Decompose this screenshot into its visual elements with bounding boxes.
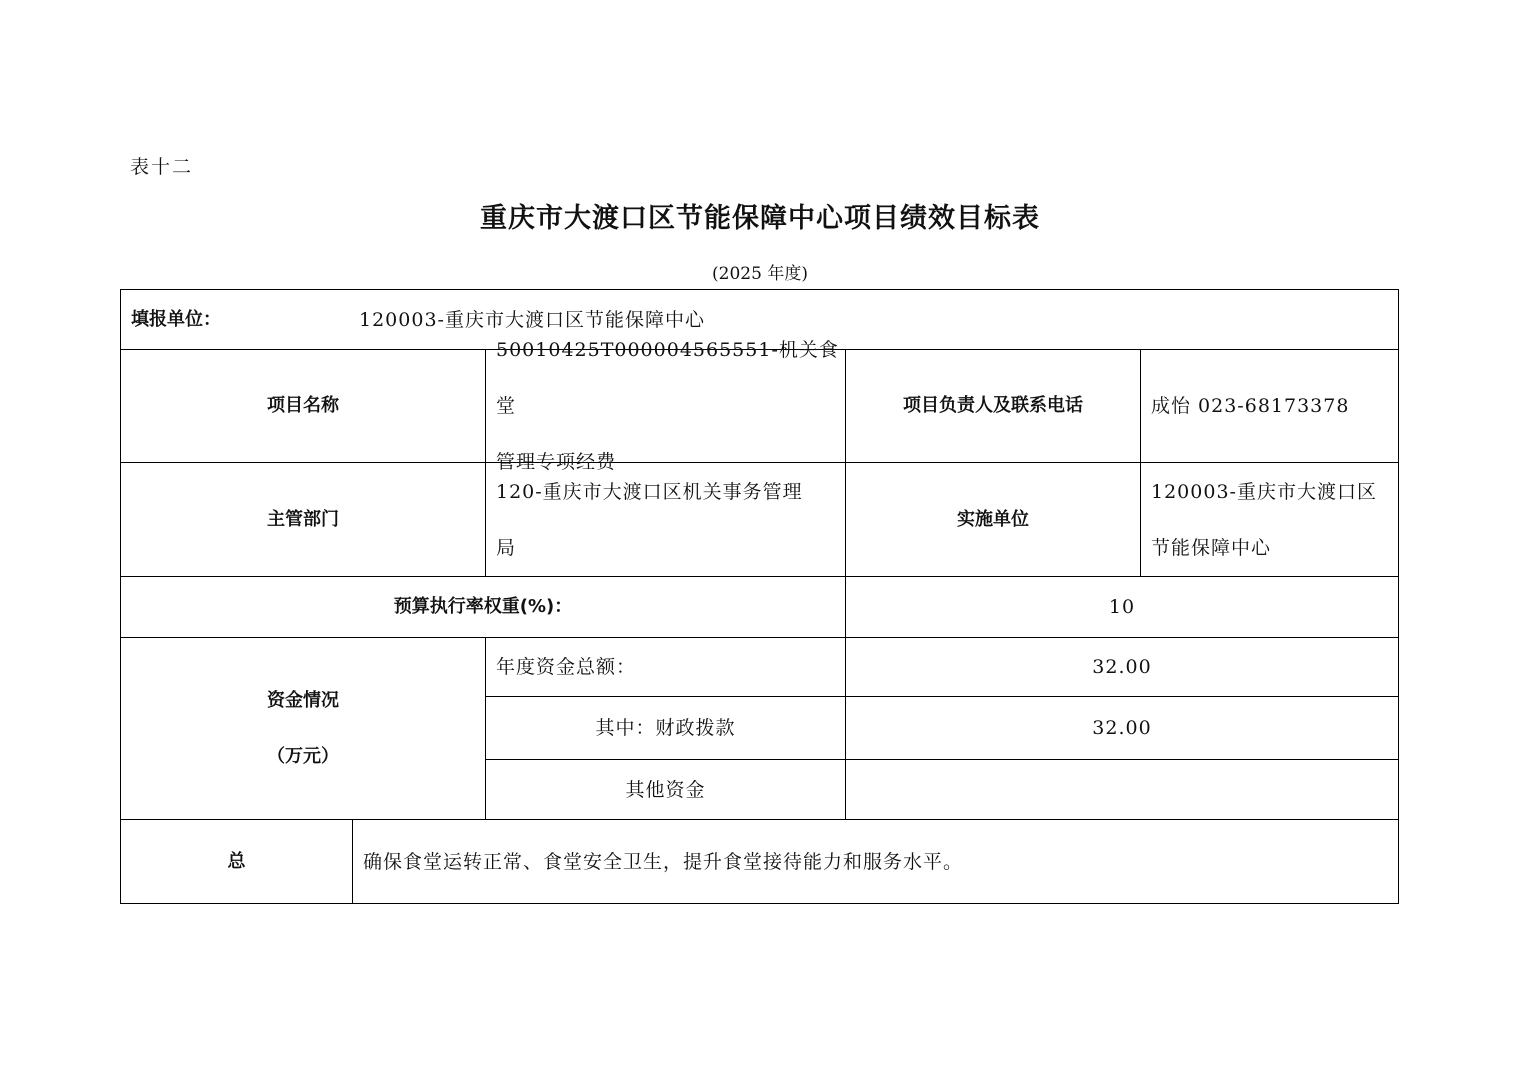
annual-total-label: 年度资金总额： <box>486 638 846 697</box>
funds-label-line1: 资金情况 <box>267 689 339 711</box>
reporting-unit-value: 120003-重庆市大渡口区节能保障中心 <box>359 308 705 331</box>
project-name-label: 项目名称 <box>121 350 486 463</box>
other-funds-value <box>846 760 1399 820</box>
table-number: 表十二 <box>130 156 194 178</box>
supervising-dept-value <box>486 463 846 577</box>
document-year: (2025 年度) <box>712 264 808 284</box>
implementing-unit-value <box>1141 463 1399 577</box>
project-name-value <box>486 339 846 473</box>
supervising-dept-label: 主管部门 <box>121 463 486 577</box>
funds-label-line2: （万元） <box>267 745 339 767</box>
fiscal-allocation-value: 32.00 <box>846 697 1399 760</box>
implementing-unit-label: 实施单位 <box>846 463 1141 577</box>
budget-weight-value: 10 <box>846 577 1399 638</box>
performance-target-table <box>120 289 1399 904</box>
budget-weight-label: 预算执行率权重(%)： <box>121 577 846 638</box>
overall-goal-value: 确保食堂运转正常、食堂安全卫生，提升食堂接待能力和服务水平。 <box>353 820 1399 904</box>
other-funds-label: 其他资金 <box>486 760 846 820</box>
project-leader-label: 项目负责人及联系电话 <box>846 350 1141 463</box>
project-name-value-line2: 管理专项经费 <box>496 451 617 473</box>
supervising-dept-value-line2: 局 <box>496 536 517 559</box>
implementing-unit-value-line1: 120003-重庆市大渡口区 <box>1151 480 1377 503</box>
implementing-unit-value-line2: 节能保障中心 <box>1151 536 1272 559</box>
project-leader-value: 成怡 023-68173378 <box>1141 350 1399 463</box>
fiscal-allocation-label: 其中：财政拨款 <box>486 697 846 760</box>
project-name-value-line1: 50010425T000004565551-机关食堂 <box>496 339 839 417</box>
supervising-dept-value-line1: 120-重庆市大渡口区机关事务管理 <box>496 480 803 503</box>
funds-label <box>121 638 486 820</box>
overall-goal-label: 总 <box>121 820 353 904</box>
reporting-unit-label: 填报单位： <box>131 308 221 330</box>
document-title: 重庆市大渡口区节能保障中心项目绩效目标表 <box>480 203 1040 234</box>
annual-total-value: 32.00 <box>846 638 1399 697</box>
